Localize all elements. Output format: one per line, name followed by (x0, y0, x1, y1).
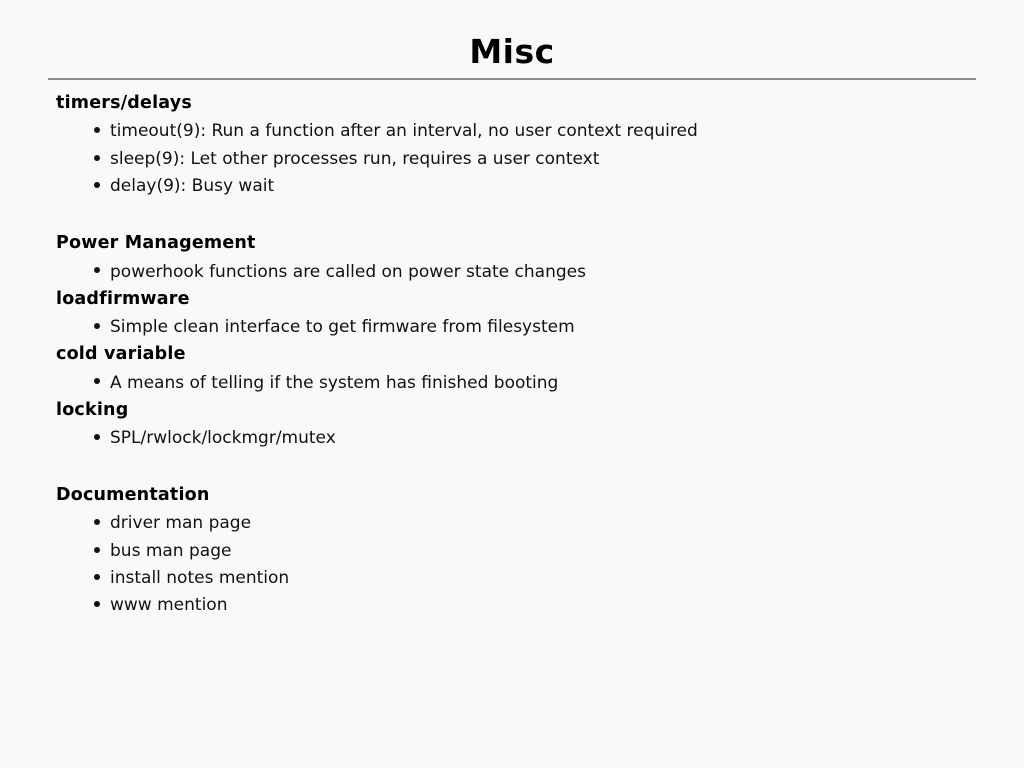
list-item-label: Simple clean interface to get firmware from filesystem (110, 317, 575, 338)
bullet-dot-icon (94, 601, 100, 607)
list-item (94, 565, 978, 591)
section-heading: locking (56, 399, 129, 420)
list-item (94, 118, 978, 144)
section-cold-variable (56, 341, 978, 395)
list-item (94, 370, 978, 396)
bullet-list (56, 425, 978, 451)
bullet-dot-icon (94, 519, 100, 525)
bullet-dot-icon (94, 127, 100, 133)
section-spacer (56, 200, 978, 230)
list-item-label: install notes mention (110, 568, 290, 589)
bullet-dot-icon (94, 574, 100, 580)
list-item (94, 173, 978, 199)
bullet-list (56, 314, 978, 340)
section-timers-delays (56, 90, 978, 199)
section-spacer (56, 452, 978, 482)
section-heading: Documentation (56, 485, 210, 506)
title-divider (48, 78, 976, 80)
bullet-dot-icon (94, 155, 100, 161)
list-item (94, 592, 978, 618)
section-power-management (56, 230, 978, 284)
section-documentation (56, 482, 978, 619)
bullet-list (56, 510, 978, 618)
section-heading: timers/delays (56, 93, 192, 114)
list-item (94, 259, 978, 285)
bullet-list (56, 259, 978, 285)
slide-content (46, 90, 978, 619)
bullet-dot-icon (94, 182, 100, 188)
list-item (94, 314, 978, 340)
section-heading: loadfirmware (56, 288, 190, 309)
list-item-label: sleep(9): Let other processes run, requires a user context (110, 148, 600, 169)
list-item-label: driver man page (110, 513, 252, 534)
list-item (94, 538, 978, 564)
section-locking (56, 397, 978, 451)
bullet-dot-icon (94, 547, 100, 553)
page-title: Misc (469, 32, 555, 71)
bullet-list (56, 370, 978, 396)
list-item-label: A means of telling if the system has finished booting (110, 372, 559, 393)
section-heading: Power Management (56, 233, 256, 254)
list-item (94, 510, 978, 536)
list-item-label: delay(9): Busy wait (110, 176, 275, 197)
list-item-label: bus man page (110, 540, 232, 561)
bullet-dot-icon (94, 378, 100, 384)
section-loadfirmware (56, 286, 978, 340)
list-item-label: powerhook functions are called on power state changes (110, 261, 586, 282)
bullet-list (56, 118, 978, 199)
section-heading: cold variable (56, 344, 186, 365)
list-item (94, 146, 978, 172)
list-item-label: timeout(9): Run a function after an interval, no user context required (110, 121, 698, 142)
list-item-label: www mention (110, 595, 228, 616)
list-item (94, 425, 978, 451)
bullet-dot-icon (94, 323, 100, 329)
bullet-dot-icon (94, 434, 100, 440)
bullet-dot-icon (94, 267, 100, 273)
list-item-label: SPL/rwlock/lockmgr/mutex (110, 427, 336, 448)
